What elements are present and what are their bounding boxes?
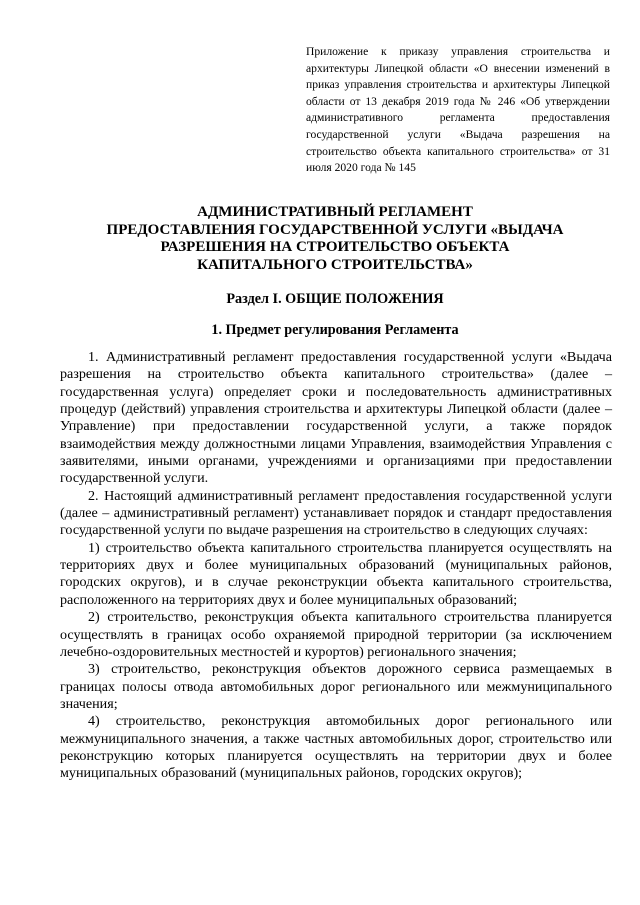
- list-item-2: 2) строительство, реконструкция объекта капитального строительства планируется осуществлять в границах особо охраняемой природной территории (за исключением лечебно-оздоровительных местностей и курортов) регионального значения;: [60, 609, 612, 660]
- document-body: [60, 349, 612, 783]
- list-item-1: 1) строительство объекта капитального строительства планируется осуществлять на территориях двух и более муниципальных образований (муниципальных районов, городских округов), и в случае реконструкции объекта капитального строительства, расположенного на территориях двух и более муниципальных образований;: [60, 539, 612, 608]
- list-item-3: 3) строительство, реконструкция объектов дорожного сервиса размещаемых в границах полосы отвода автомобильных дорог регионального или межмуниципального значения;: [60, 661, 612, 712]
- document-title: [60, 204, 610, 274]
- section-heading: Раздел I. ОБЩИЕ ПОЛОЖЕНИЯ: [226, 291, 444, 307]
- title-line-4: КАПИТАЛЬНОГО СТРОИТЕЛЬСТВА»: [197, 256, 473, 273]
- paragraph-1: 1. Административный регламент предоставления государственной услуги «Выдача разрешения на строительство объекта капитального строительства» (далее – государственная услуга) определяет сроки и последовательность административных процедур (действий) управления строительства и архитектуры Липецкой области (далее – Управление) при предоставлении государственной услуги, а также порядок взаимодействия между должностными лицами Управления, взаимодействия Управления с заявителями, иными органами, учреждениями и организациями при предоставлении государственной услуги.: [60, 349, 612, 487]
- title-line-2: ПРЕДОСТАВЛЕНИЯ ГОСУДАРСТВЕННОЙ УСЛУГИ «ВЫДАЧА: [106, 221, 564, 238]
- title-line-3: РАЗРЕШЕНИЯ НА СТРОИТЕЛЬСТВО ОБЪЕКТА: [160, 239, 510, 256]
- paragraph-2: 2. Настоящий административный регламент предоставления государственной услуги (далее – административный регламент) устанавливает порядок и стандарт предоставления государственной услуги по выдаче разрешения на строительство в следующих случаях:: [60, 487, 612, 539]
- subsection-heading: 1. Предмет регулирования Регламента: [211, 322, 459, 338]
- list-item-4: 4) строительство, реконструкция автомобильных дорог регионального или межмуниципального значения, а также частных автомобильных дорог, строительство или реконструкцию которых планируется осуществлять на территории двух и более муниципальных образований (муниципальных районов, городских округов);: [60, 713, 612, 782]
- appendix-note: Приложение к приказу управления строительства и архитектуры Липецкой области «О внесении изменений в приказ управления строительства и архитектуры Липецкой области от 13 декабря 2019 года № 246 «Об утверждении административного регламента предоставления государственной услуги «Выдача разрешения на строительство объекта капитального строительства» от 31 июля 2020 года № 145: [306, 45, 610, 175]
- title-line-1: АДМИНИСТРАТИВНЫЙ РЕГЛАМЕНТ: [197, 204, 473, 220]
